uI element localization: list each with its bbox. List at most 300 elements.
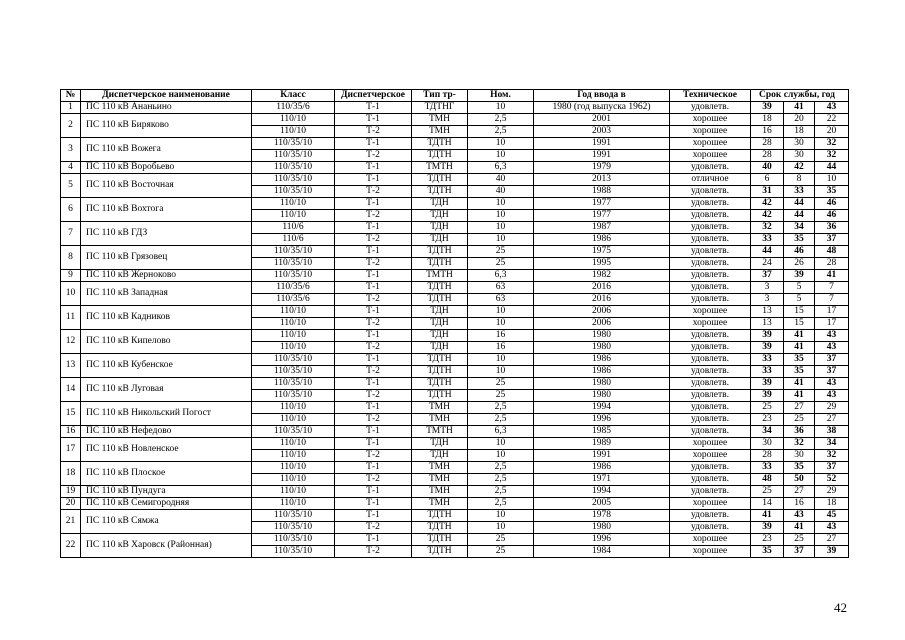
table-row [61,486,849,498]
cell-life-min: 35 [751,546,784,558]
cell-life-max: 43 [815,330,849,342]
cell-life-mid: 41 [784,378,815,390]
cell-condition: удовлетв. [670,510,751,522]
cell-life-max: 37 [815,366,849,378]
cell-life-min: 33 [751,462,784,474]
cell-type: ТДН [412,342,468,354]
station-number: 3 [61,138,81,162]
cell-type: ТДН [412,450,468,462]
station-name: ПС 110 кВ Новленское [81,438,252,462]
cell-nom: 2,5 [468,114,534,126]
cell-type: ТДТН [412,510,468,522]
table-row [61,282,849,294]
cell-nom: 2,5 [468,486,534,498]
cell-condition: хорошее [670,138,751,150]
cell-life-min: 23 [751,534,784,546]
cell-condition: хорошее [670,534,751,546]
cell-class: 110/35/10 [252,522,335,534]
cell-life-mid: 18 [784,126,815,138]
cell-life-min: 14 [751,498,784,510]
cell-nom: 63 [468,294,534,306]
table-row [61,378,849,390]
station-name: ПС 110 кВ Кипелово [81,330,252,354]
cell-dispatch: Т-2 [335,546,412,558]
cell-dispatch: Т-1 [335,114,412,126]
cell-condition: удовлетв. [670,354,751,366]
cell-year: 1996 [534,534,670,546]
table-row [61,198,849,210]
cell-life-max: 39 [815,546,849,558]
cell-class: 110/35/10 [252,426,335,438]
table-row [61,138,849,150]
station-number: 8 [61,246,81,270]
cell-nom: 40 [468,186,534,198]
cell-type: ТДН [412,234,468,246]
cell-class: 110/35/10 [252,138,335,150]
cell-life-mid: 30 [784,150,815,162]
cell-dispatch: Т-1 [335,426,412,438]
cell-type: ТДТН [412,522,468,534]
cell-nom: 2,5 [468,474,534,486]
cell-class: 110/10 [252,402,335,414]
cell-life-min: 33 [751,366,784,378]
cell-condition: удовлетв. [670,210,751,222]
cell-condition: хорошее [670,306,751,318]
cell-condition: удовлетв. [670,522,751,534]
cell-class: 110/35/6 [252,102,335,114]
cell-life-min: 28 [751,450,784,462]
cell-condition: удовлетв. [670,222,751,234]
cell-dispatch: Т-1 [335,438,412,450]
cell-nom: 2,5 [468,462,534,474]
cell-year: 1995 [534,258,670,270]
cell-year: 1994 [534,486,670,498]
cell-life-min: 3 [751,294,784,306]
cell-condition: хорошее [670,498,751,510]
header-num: № [61,90,81,102]
cell-type: ТМТН [412,162,468,174]
cell-year: 1986 [534,234,670,246]
cell-year: 1977 [534,210,670,222]
cell-nom: 10 [468,222,534,234]
cell-class: 110/10 [252,414,335,426]
cell-life-mid: 46 [784,246,815,258]
cell-life-max: 37 [815,354,849,366]
table-body [61,102,849,558]
cell-life-max: 32 [815,150,849,162]
cell-year: 2016 [534,294,670,306]
cell-year: 1985 [534,426,670,438]
cell-condition: удовлетв. [670,486,751,498]
cell-dispatch: Т-2 [335,318,412,330]
header-condition: Техническое [670,90,751,102]
cell-type: ТДТН [412,282,468,294]
cell-type: ТДТН [412,174,468,186]
cell-type: ТМН [412,114,468,126]
cell-nom: 25 [468,534,534,546]
cell-dispatch: Т-2 [335,450,412,462]
cell-type: ТМН [412,462,468,474]
cell-dispatch: Т-1 [335,498,412,510]
cell-dispatch: Т-1 [335,246,412,258]
cell-type: ТДТНГ [412,102,468,114]
station-name: ПС 110 кВ Грязовец [81,246,252,270]
station-number: 13 [61,354,81,378]
station-name: ПС 110 кВ Вожега [81,138,252,162]
cell-life-max: 20 [815,126,849,138]
cell-life-min: 23 [751,414,784,426]
cell-dispatch: Т-1 [335,270,412,282]
cell-dispatch: Т-1 [335,402,412,414]
cell-nom: 2,5 [468,402,534,414]
cell-class: 110/10 [252,498,335,510]
cell-type: ТМТН [412,426,468,438]
cell-life-mid: 27 [784,402,815,414]
cell-nom: 40 [468,174,534,186]
cell-class: 110/35/10 [252,534,335,546]
cell-year: 1978 [534,510,670,522]
table-row [61,174,849,186]
cell-dispatch: Т-2 [335,258,412,270]
cell-year: 1988 [534,186,670,198]
cell-nom: 16 [468,330,534,342]
cell-year: 1982 [534,270,670,282]
cell-condition: удовлетв. [670,402,751,414]
cell-type: ТДТН [412,366,468,378]
cell-life-max: 27 [815,414,849,426]
cell-type: ТМН [412,414,468,426]
transformer-table [60,89,849,558]
cell-life-min: 13 [751,306,784,318]
cell-life-max: 10 [815,174,849,186]
cell-life-max: 32 [815,138,849,150]
cell-year: 2005 [534,498,670,510]
cell-life-mid: 25 [784,534,815,546]
cell-life-mid: 30 [784,450,815,462]
cell-type: ТДТН [412,534,468,546]
cell-dispatch: Т-1 [335,534,412,546]
cell-type: ТДН [412,306,468,318]
cell-life-mid: 42 [784,162,815,174]
cell-life-mid: 35 [784,462,815,474]
cell-dispatch: Т-2 [335,294,412,306]
cell-life-min: 42 [751,210,784,222]
table-row [61,222,849,234]
station-number: 18 [61,462,81,486]
cell-condition: удовлетв. [670,378,751,390]
cell-condition: удовлетв. [670,474,751,486]
cell-type: ТДН [412,330,468,342]
cell-class: 110/6 [252,234,335,246]
cell-class: 110/35/10 [252,390,335,402]
cell-type: ТДТН [412,138,468,150]
cell-dispatch: Т-1 [335,198,412,210]
cell-year: 1987 [534,222,670,234]
cell-nom: 25 [468,246,534,258]
cell-life-max: 45 [815,510,849,522]
cell-life-mid: 41 [784,102,815,114]
cell-life-min: 33 [751,354,784,366]
cell-type: ТДН [412,318,468,330]
cell-dispatch: Т-2 [335,390,412,402]
cell-class: 110/10 [252,318,335,330]
cell-life-min: 3 [751,282,784,294]
cell-class: 110/35/10 [252,174,335,186]
cell-type: ТМН [412,126,468,138]
cell-dispatch: Т-1 [335,222,412,234]
cell-life-mid: 26 [784,258,815,270]
station-number: 20 [61,498,81,510]
station-number: 6 [61,198,81,222]
header-class: Класс [252,90,335,102]
cell-life-mid: 20 [784,114,815,126]
cell-dispatch: Т-1 [335,306,412,318]
station-number: 21 [61,510,81,534]
cell-life-min: 34 [751,426,784,438]
cell-life-max: 7 [815,282,849,294]
cell-class: 110/10 [252,450,335,462]
cell-life-mid: 16 [784,498,815,510]
cell-type: ТДТН [412,546,468,558]
cell-type: ТДТН [412,390,468,402]
cell-class: 110/10 [252,342,335,354]
cell-year: 1991 [534,450,670,462]
cell-year: 1984 [534,546,670,558]
cell-nom: 10 [468,354,534,366]
cell-life-min: 39 [751,378,784,390]
table-header-row [61,90,849,102]
cell-life-max: 44 [815,162,849,174]
cell-year: 1977 [534,198,670,210]
cell-class: 110/10 [252,486,335,498]
cell-nom: 25 [468,390,534,402]
cell-class: 110/10 [252,126,335,138]
page-number: 42 [834,600,847,615]
cell-life-max: 43 [815,342,849,354]
cell-life-mid: 33 [784,186,815,198]
cell-life-max: 43 [815,378,849,390]
cell-condition: удовлетв. [670,270,751,282]
cell-life-max: 22 [815,114,849,126]
table-row [61,510,849,522]
cell-life-mid: 44 [784,210,815,222]
station-number: 16 [61,426,81,438]
cell-life-min: 41 [751,510,784,522]
cell-life-min: 39 [751,342,784,354]
cell-life-min: 40 [751,162,784,174]
cell-condition: хорошее [670,126,751,138]
cell-condition: удовлетв. [670,414,751,426]
cell-life-mid: 39 [784,270,815,282]
cell-year: 1979 [534,162,670,174]
cell-nom: 10 [468,210,534,222]
station-number: 2 [61,114,81,138]
cell-life-max: 35 [815,186,849,198]
cell-class: 110/35/10 [252,186,335,198]
cell-life-mid: 27 [784,486,815,498]
cell-type: ТДН [412,438,468,450]
table-row [61,498,849,510]
cell-condition: удовлетв. [670,426,751,438]
cell-life-mid: 41 [784,342,815,354]
cell-class: 110/35/10 [252,354,335,366]
cell-nom: 10 [468,102,534,114]
cell-nom: 25 [468,546,534,558]
cell-life-max: 17 [815,318,849,330]
cell-type: ТДН [412,210,468,222]
cell-life-min: 39 [751,390,784,402]
table-row [61,438,849,450]
cell-life-max: 43 [815,522,849,534]
cell-nom: 10 [468,450,534,462]
cell-life-max: 43 [815,390,849,402]
cell-dispatch: Т-1 [335,162,412,174]
cell-life-max: 28 [815,258,849,270]
cell-life-max: 32 [815,450,849,462]
cell-class: 110/10 [252,462,335,474]
cell-class: 110/35/10 [252,378,335,390]
cell-class: 110/10 [252,474,335,486]
cell-life-mid: 35 [784,354,815,366]
cell-class: 110/35/10 [252,258,335,270]
table-row [61,402,849,414]
table-row [61,534,849,546]
cell-life-max: 18 [815,498,849,510]
cell-nom: 16 [468,342,534,354]
cell-life-max: 7 [815,294,849,306]
station-name: ПС 110 кВ Луговая [81,378,252,402]
cell-dispatch: Т-2 [335,150,412,162]
cell-year: 1989 [534,438,670,450]
cell-life-min: 33 [751,234,784,246]
cell-dispatch: Т-2 [335,474,412,486]
station-number: 22 [61,534,81,558]
cell-condition: отличное [670,174,751,186]
cell-class: 110/6 [252,222,335,234]
cell-dispatch: Т-1 [335,282,412,294]
cell-dispatch: Т-2 [335,366,412,378]
cell-life-min: 44 [751,246,784,258]
cell-type: ТДТН [412,378,468,390]
station-name: ПС 110 кВ Плоское [81,462,252,486]
cell-condition: хорошее [670,450,751,462]
station-number: 10 [61,282,81,306]
cell-dispatch: Т-1 [335,102,412,114]
cell-year: 2003 [534,126,670,138]
cell-dispatch: Т-2 [335,210,412,222]
cell-life-max: 29 [815,402,849,414]
station-name: ПС 110 кВ Харовск (Районная) [81,534,252,558]
cell-life-mid: 43 [784,510,815,522]
cell-dispatch: Т-2 [335,126,412,138]
cell-class: 110/35/10 [252,246,335,258]
cell-life-max: 48 [815,246,849,258]
station-name: ПС 110 кВ Никольский Погост [81,402,252,426]
cell-class: 110/35/6 [252,282,335,294]
table-row [61,426,849,438]
cell-condition: удовлетв. [670,186,751,198]
cell-life-mid: 8 [784,174,815,186]
station-name: ПС 110 кВ Жерноково [81,270,252,282]
cell-year: 1994 [534,402,670,414]
table-row [61,246,849,258]
cell-nom: 10 [468,522,534,534]
cell-life-min: 39 [751,522,784,534]
station-number: 5 [61,174,81,198]
cell-type: ТДН [412,222,468,234]
cell-year: 1980 [534,330,670,342]
cell-class: 110/35/10 [252,366,335,378]
cell-dispatch: Т-1 [335,462,412,474]
station-name: ПС 110 кВ Ананьино [81,102,252,114]
cell-year: 1980 [534,342,670,354]
station-number: 14 [61,378,81,402]
cell-condition: удовлетв. [670,258,751,270]
cell-life-mid: 44 [784,198,815,210]
cell-class: 110/10 [252,114,335,126]
cell-life-max: 37 [815,234,849,246]
cell-nom: 10 [468,318,534,330]
cell-class: 110/10 [252,198,335,210]
cell-life-max: 38 [815,426,849,438]
cell-life-min: 42 [751,198,784,210]
cell-dispatch: Т-2 [335,342,412,354]
station-name: ПС 110 кВ Биряково [81,114,252,138]
cell-class: 110/10 [252,306,335,318]
station-name: ПС 110 кВ Сямжа [81,510,252,534]
cell-dispatch: Т-1 [335,174,412,186]
cell-year: 1986 [534,354,670,366]
station-name: ПС 110 кВ Восточная [81,174,252,198]
cell-nom: 10 [468,198,534,210]
cell-year: 1980 [534,522,670,534]
cell-life-min: 28 [751,150,784,162]
cell-class: 110/35/10 [252,546,335,558]
cell-condition: удовлетв. [670,366,751,378]
cell-life-max: 46 [815,210,849,222]
cell-life-min: 25 [751,402,784,414]
cell-life-min: 30 [751,438,784,450]
cell-life-min: 24 [751,258,784,270]
cell-life-min: 48 [751,474,784,486]
cell-type: ТДТН [412,186,468,198]
cell-condition: удовлетв. [670,294,751,306]
cell-life-max: 27 [815,534,849,546]
cell-life-min: 28 [751,138,784,150]
cell-condition: удовлетв. [670,330,751,342]
cell-type: ТМН [412,402,468,414]
station-name: ПС 110 кВ Вохтога [81,198,252,222]
station-name: ПС 110 кВ Пундуга [81,486,252,498]
cell-year: 1986 [534,366,670,378]
cell-year: 1980 [534,390,670,402]
cell-year: 1971 [534,474,670,486]
cell-nom: 10 [468,138,534,150]
header-dispatch-name: Диспетчерское наименование [81,90,252,102]
cell-type: ТДТН [412,246,468,258]
cell-condition: удовлетв. [670,246,751,258]
cell-type: ТМН [412,498,468,510]
cell-condition: удовлетв. [670,342,751,354]
cell-nom: 2,5 [468,414,534,426]
cell-life-max: 29 [815,486,849,498]
table-row [61,114,849,126]
table-row [61,462,849,474]
cell-class: 110/35/10 [252,510,335,522]
cell-life-mid: 35 [784,366,815,378]
cell-class: 110/35/10 [252,162,335,174]
station-number: 12 [61,330,81,354]
